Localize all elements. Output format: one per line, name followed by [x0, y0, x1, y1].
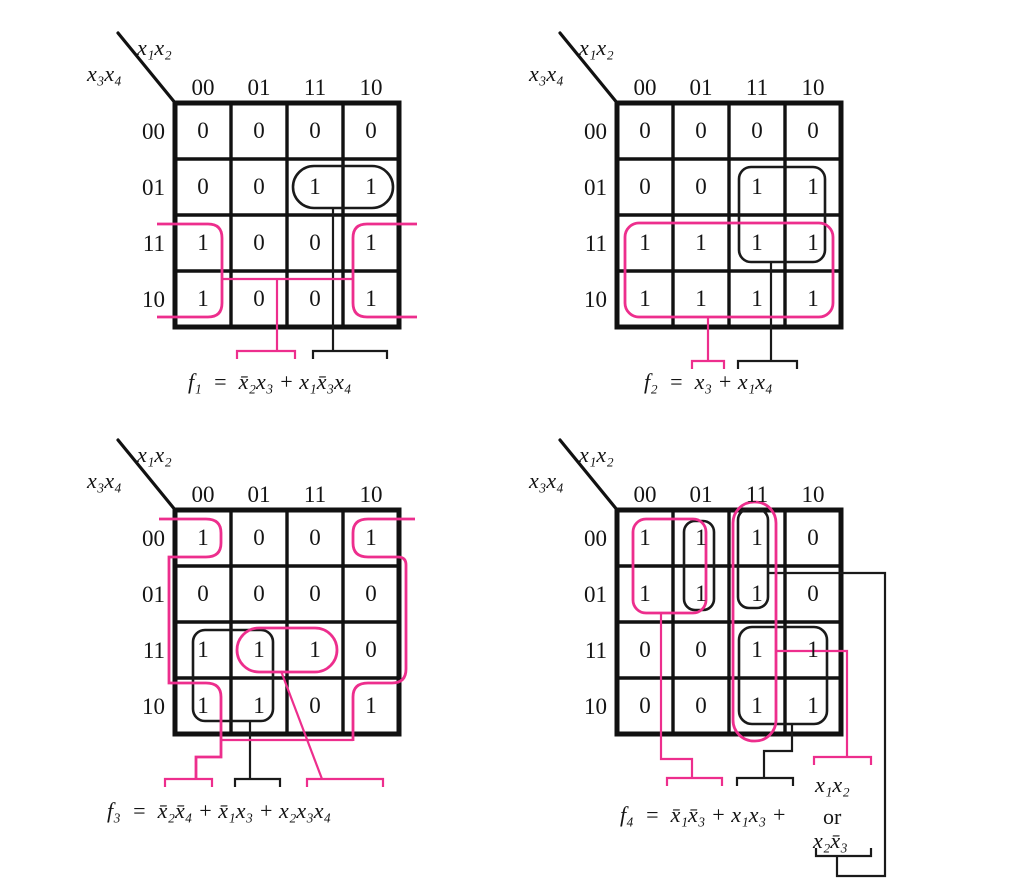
f4-pink-bracket-nx1nx3 [667, 778, 722, 786]
f4-cell-r3c3: 1 [807, 693, 819, 718]
f3-cell-r2c3: 0 [365, 637, 377, 662]
f3-cell-r3c3: 1 [365, 693, 377, 718]
f2-cell-r3c1: 1 [695, 286, 707, 311]
f4-cell-r0c2: 1 [751, 525, 763, 550]
f3-row-label-11: 11 [142, 638, 165, 663]
f4-cell-r3c1: 0 [695, 693, 707, 718]
f1-pink-bracket [237, 351, 295, 359]
f2-cell-r3c0: 1 [639, 286, 651, 311]
f1-cell-r2c1: 0 [253, 230, 265, 255]
f1-axis-label-x1x2: x₁x₂ [137, 35, 172, 60]
f1-cell-r2c2: 0 [309, 230, 321, 255]
f1-cell-r2c3: 1 [365, 230, 377, 255]
f2-cell-r3c3: 1 [807, 286, 819, 311]
f1-cell-r0c0: 0 [197, 118, 209, 143]
f2-cell-r0c2: 0 [751, 118, 763, 143]
f3-black-bracket [235, 779, 280, 787]
f1-formula: f₁ = x̄₂x₃ + x₁x̄₃x₄ [188, 369, 352, 394]
f2-row-label-10: 10 [584, 287, 607, 312]
f4-cell-r0c3: 0 [807, 525, 819, 550]
f2-col-label-11: 11 [745, 75, 769, 100]
f1-cell-r0c1: 0 [253, 118, 265, 143]
f1-row-label-01: 01 [142, 175, 165, 200]
f2-cell-r0c3: 0 [807, 118, 819, 143]
f3-row-label-10: 10 [142, 694, 165, 719]
f1-cell-r3c0: 1 [197, 286, 209, 311]
f1-cell-r3c2: 0 [309, 286, 321, 311]
f1-cell-r0c3: 0 [365, 118, 377, 143]
f2-formula: f₂ = x₃ + x₁x₄ [644, 369, 773, 394]
f4-axis-label-x1x2: x₁x₂ [579, 442, 614, 467]
f3-formula: f₃ = x̄₂x̄₄ + x̄₁x₃ + x₂x₃x₄ [107, 798, 332, 823]
f4-cell-r2c2: 1 [751, 637, 763, 662]
f2-cell-r3c2: 1 [751, 286, 763, 311]
f1-row-label-10: 10 [142, 287, 165, 312]
f3-row-label-01: 01 [142, 582, 165, 607]
f1-cell-r0c2: 0 [309, 118, 321, 143]
f4-col-label-11: 11 [745, 482, 769, 507]
f3-col-label-10: 10 [359, 482, 383, 507]
f1-col-label-11: 11 [303, 75, 327, 100]
f4-cell-r3c0: 0 [639, 693, 651, 718]
f3-cell-r1c3: 0 [365, 581, 377, 606]
f3-col-label-11: 11 [303, 482, 327, 507]
f2-cell-r2c1: 1 [695, 230, 707, 255]
f2-cell-r1c2: 1 [751, 174, 763, 199]
f3-cell-r3c0: 1 [197, 693, 209, 718]
f2-row-label-11: 11 [584, 231, 607, 256]
f4-cell-r1c0: 1 [639, 581, 651, 606]
f1-col-label-01: 01 [247, 75, 271, 100]
f1-row-label-11: 11 [142, 231, 165, 256]
f1-row-label-00: 00 [142, 119, 165, 144]
f3-cell-r3c1: 1 [253, 693, 265, 718]
f2-pink-bracket [692, 361, 724, 369]
f4-col-label-10: 10 [801, 482, 825, 507]
f4-cell-r0c1: 1 [695, 525, 707, 550]
f3-cell-r1c0: 0 [197, 581, 209, 606]
f3-cell-r1c1: 0 [253, 581, 265, 606]
f1-cell-r1c2: 1 [309, 174, 321, 199]
f1-axis-label-x3x4: x₃x₄ [87, 61, 122, 86]
f4-cell-r2c1: 0 [695, 637, 707, 662]
f2-black-bracket [738, 361, 797, 369]
f2-cell-r2c2: 1 [751, 230, 763, 255]
f2-col-label-00: 00 [633, 75, 657, 100]
f1-col-label-10: 10 [359, 75, 383, 100]
f1-col-label-00: 00 [191, 75, 215, 100]
f3-pink-bracket-x2x3x4 [307, 779, 383, 787]
f2-cell-r1c3: 1 [807, 174, 819, 199]
f1-cell-r2c0: 1 [197, 230, 209, 255]
f3-col-label-00: 00 [191, 482, 215, 507]
f1-cell-r1c3: 1 [365, 174, 377, 199]
f2-row-label-00: 00 [584, 119, 607, 144]
f2-col-label-01: 01 [689, 75, 713, 100]
f4-cell-r1c1: 1 [695, 581, 707, 606]
f3-cell-r0c0: 1 [197, 525, 209, 550]
f3-cell-r2c0: 1 [197, 637, 209, 662]
f3-cell-r2c1: 1 [253, 637, 265, 662]
f4-row-label-01: 01 [584, 582, 607, 607]
f3-cell-r2c2: 1 [309, 637, 321, 662]
f1-cell-r1c0: 0 [197, 174, 209, 199]
f3-cell-r0c2: 0 [309, 525, 321, 550]
f4-cell-r1c3: 0 [807, 581, 819, 606]
f3-pink-bracket-nx2nx4 [165, 779, 212, 787]
f1-cell-r1c1: 0 [253, 174, 265, 199]
f4-cell-r2c3: 1 [807, 637, 819, 662]
f4-cell-r2c0: 0 [639, 637, 651, 662]
f4-black-bracket-x1x3 [737, 778, 793, 786]
f3-cell-r3c2: 0 [309, 693, 321, 718]
f4-col-label-01: 01 [689, 482, 713, 507]
f2-col-label-10: 10 [801, 75, 825, 100]
f2-cell-r2c0: 1 [639, 230, 651, 255]
f2-cell-r1c1: 0 [695, 174, 707, 199]
f3-cell-r0c3: 1 [365, 525, 377, 550]
f3-cell-r0c1: 0 [253, 525, 265, 550]
f4-axis-label-x3x4: x₃x₄ [529, 468, 564, 493]
f2-axis-label-x1x2: x₁x₂ [579, 35, 614, 60]
f4-row-label-11: 11 [584, 638, 607, 663]
f3-axis-label-x3x4: x₃x₄ [87, 468, 122, 493]
f4-pink-bracket-x1x2 [814, 757, 871, 765]
f2-row-label-01: 01 [584, 175, 607, 200]
f4-alt-term-x2nx3: x₂x̄₃ [813, 828, 848, 853]
f4-or-label: or [823, 804, 842, 829]
f3-row-label-00: 00 [142, 526, 165, 551]
f4-cell-r0c0: 1 [639, 525, 651, 550]
f4-row-label-00: 00 [584, 526, 607, 551]
f3-axis-label-x1x2: x₁x₂ [137, 442, 172, 467]
f1-cell-r3c1: 0 [253, 286, 265, 311]
f3-col-label-01: 01 [247, 482, 271, 507]
f3-cell-r1c2: 0 [309, 581, 321, 606]
f2-axis-label-x3x4: x₃x₄ [529, 61, 564, 86]
f2-cell-r1c0: 0 [639, 174, 651, 199]
f4-row-label-10: 10 [584, 694, 607, 719]
f2-cell-r0c0: 0 [639, 118, 651, 143]
f1-cell-r3c3: 1 [365, 286, 377, 311]
f1-black-bracket [313, 351, 387, 359]
f2-cell-r0c1: 0 [695, 118, 707, 143]
f4-cell-r3c2: 1 [751, 693, 763, 718]
f4-col-label-00: 00 [633, 482, 657, 507]
f2-cell-r2c3: 1 [807, 230, 819, 255]
f4-formula: f₄ = x̄₁x̄₃ + x₁x₃ + [620, 802, 787, 827]
f4-cell-r1c2: 1 [751, 581, 763, 606]
f4-alt-term-x1x2: x₁x₂ [815, 772, 850, 797]
